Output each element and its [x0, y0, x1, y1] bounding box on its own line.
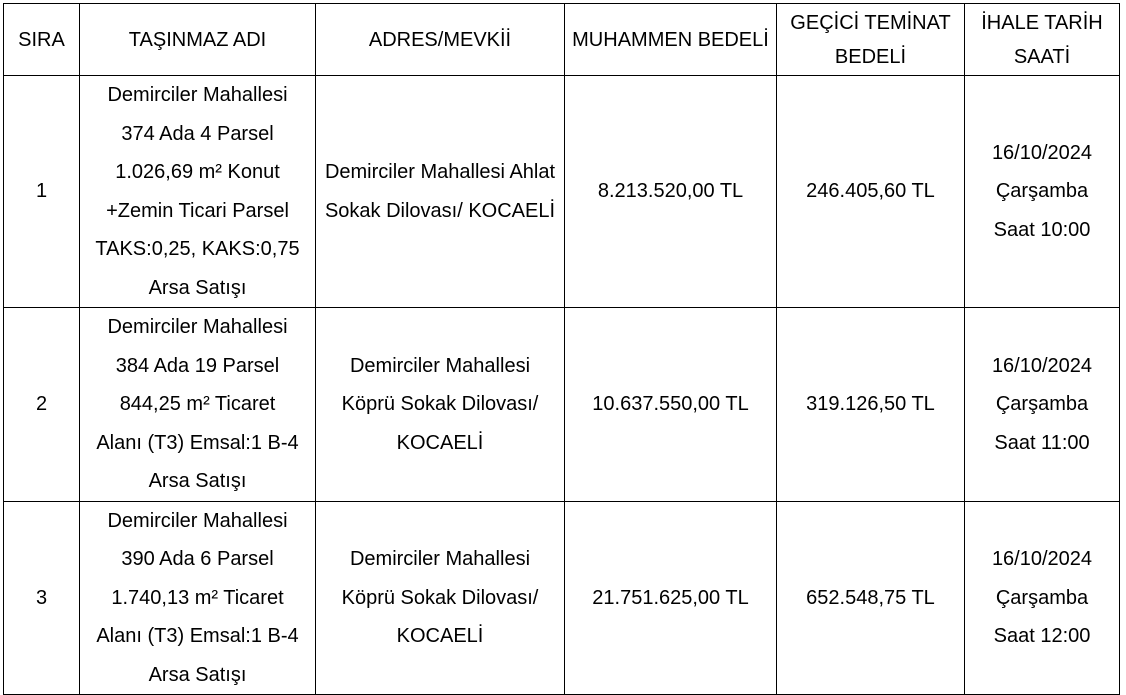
cell-gecici-teminat: 319.126,50 TL: [777, 308, 965, 502]
table-row: [4, 76, 1120, 308]
cell-tasinmaz-adi: Demirciler Mahallesi 384 Ada 19 Parsel 844,25 m² Ticaret Alanı (T3) Emsal:1 B-4 Arsa Satışı: [80, 308, 316, 502]
cell-tasinmaz-adi: Demirciler Mahallesi 390 Ada 6 Parsel 1.740,13 m² Ticaret Alanı (T3) Emsal:1 B-4 Arsa Satışı: [80, 501, 316, 695]
tender-table: [3, 3, 1120, 695]
cell-gecici-teminat: 246.405,60 TL: [777, 76, 965, 308]
cell-adres: Demirciler Mahallesi Köprü Sokak Dilovası/ KOCAELİ: [316, 501, 565, 695]
cell-sira: 3: [4, 501, 80, 695]
cell-adres: Demirciler Mahallesi Ahlat Sokak Dilovası/ KOCAELİ: [316, 76, 565, 308]
cell-tasinmaz-adi: Demirciler Mahallesi 374 Ada 4 Parsel 1.026,69 m² Konut +Zemin Ticari Parsel TAKS:0,25, KAKS:0,75 Arsa Satışı: [80, 76, 316, 308]
table-row: [4, 308, 1120, 502]
cell-adres: Demirciler Mahallesi Köprü Sokak Dilovası/ KOCAELİ: [316, 308, 565, 502]
table-row: [4, 501, 1120, 695]
cell-muhammen-bedeli: 10.637.550,00 TL: [565, 308, 777, 502]
table-header-row: [4, 4, 1120, 76]
header-ihale-tarih: İHALE TARİH SAATİ: [965, 4, 1120, 76]
cell-gecici-teminat: 652.548,75 TL: [777, 501, 965, 695]
cell-muhammen-bedeli: 8.213.520,00 TL: [565, 76, 777, 308]
cell-ihale-tarih: 16/10/2024 Çarşamba Saat 11:00: [965, 308, 1120, 502]
cell-ihale-tarih: 16/10/2024 Çarşamba Saat 10:00: [965, 76, 1120, 308]
header-tasinmaz-adi: TAŞINMAZ ADI: [80, 4, 316, 76]
cell-sira: 1: [4, 76, 80, 308]
cell-muhammen-bedeli: 21.751.625,00 TL: [565, 501, 777, 695]
header-gecici-teminat: GEÇİCİ TEMİNAT BEDELİ: [777, 4, 965, 76]
header-sira: SIRA: [4, 4, 80, 76]
header-muhammen-bedeli: MUHAMMEN BEDELİ: [565, 4, 777, 76]
cell-ihale-tarih: 16/10/2024 Çarşamba Saat 12:00: [965, 501, 1120, 695]
cell-sira: 2: [4, 308, 80, 502]
header-adres: ADRES/MEVKİİ: [316, 4, 565, 76]
